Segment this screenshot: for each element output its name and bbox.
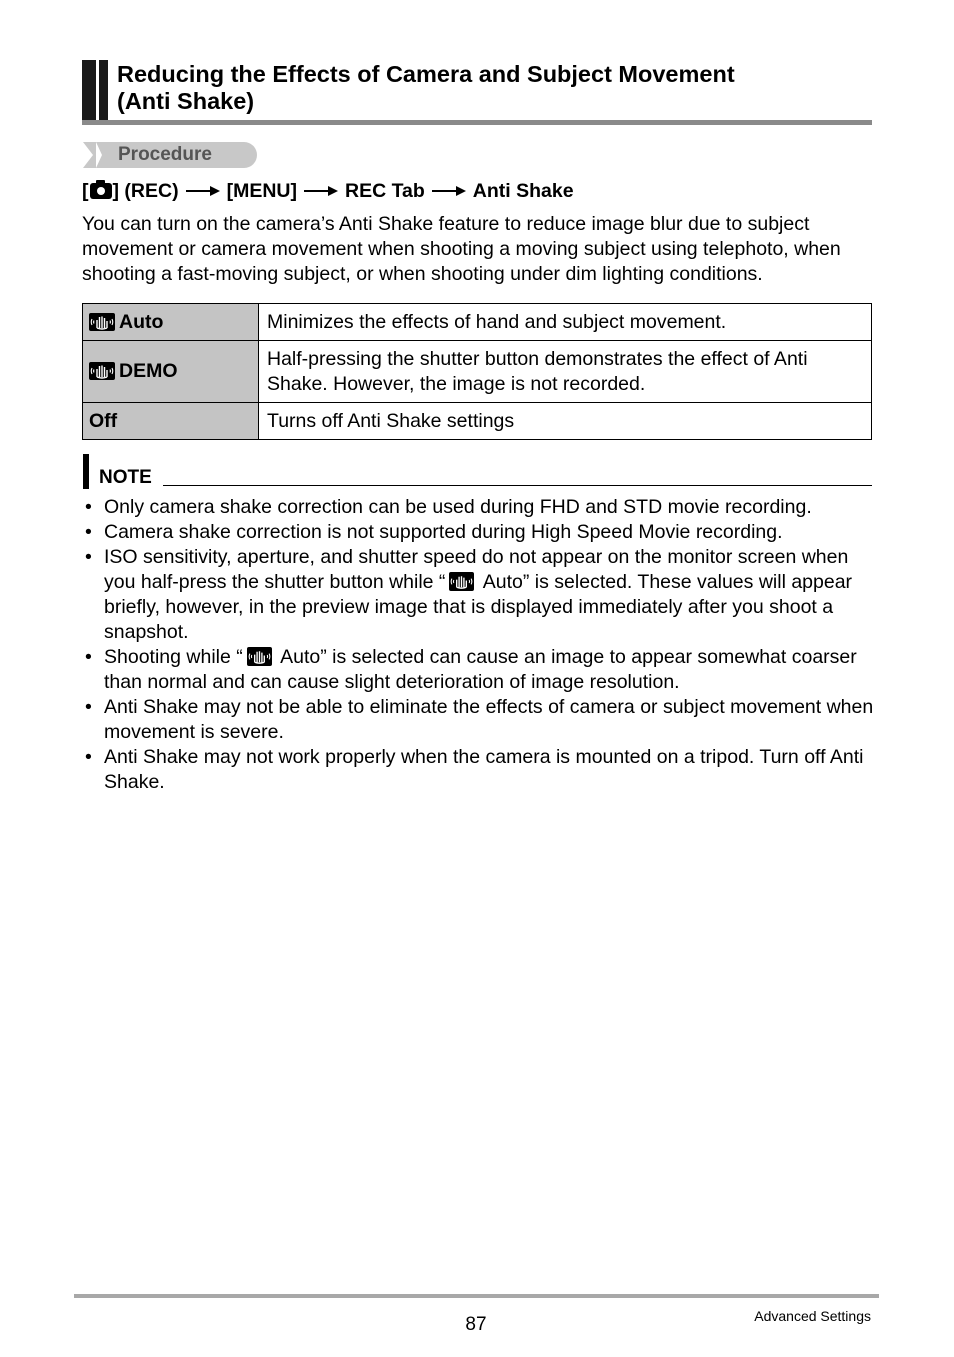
note-text-before: ISO sensitivity, aperture, and shutter speed do not appear on the monitor screen when you half-press the shutter button while “ (104, 546, 849, 593)
anti-shake-hand-icon (89, 313, 115, 331)
path-rec-tab: REC Tab (344, 179, 425, 202)
list-item (82, 545, 882, 645)
anti-shake-hand-icon (247, 647, 272, 666)
bullet: • (85, 646, 92, 668)
bullet: • (85, 521, 92, 543)
page-number: 87 (465, 1314, 487, 1335)
path-anti-shake: Anti Shake (472, 179, 574, 202)
option-cell (83, 341, 259, 403)
anti-shake-hand-icon (89, 362, 115, 380)
page-title (117, 61, 857, 115)
note-text: Anti Shake may not work properly when the camera is mounted on a tripod. Turn off Anti Shake. (104, 746, 864, 793)
note-text: Camera shake correction is not supported during High Speed Movie recording. (104, 521, 783, 543)
list-item (82, 495, 882, 520)
table-row (83, 403, 872, 440)
option-cell (83, 403, 259, 440)
bullet: • (85, 696, 92, 718)
option-cell (83, 304, 259, 341)
list-item (82, 645, 882, 695)
table-row (83, 341, 872, 403)
right-arrow-icon (186, 185, 220, 197)
footer-divider (74, 1294, 879, 1298)
note-text-after: Auto” is selected can cause an image to appear somewhat coarser than normal and can cause slight deterioration of image resolution. (104, 646, 857, 693)
list-item (82, 745, 882, 795)
title-divider (82, 120, 872, 125)
camera-icon (90, 183, 112, 199)
path-open-bracket: [ (82, 179, 89, 202)
path-menu: [MENU] (226, 179, 297, 202)
anti-shake-hand-icon (449, 572, 474, 591)
list-item (82, 695, 882, 745)
right-arrow-icon (432, 185, 466, 197)
note-divider (163, 485, 872, 486)
menu-path (82, 178, 574, 204)
note-label: NOTE (99, 467, 152, 488)
title-line-2: (Anti Shake) (117, 88, 255, 114)
title-decoration (82, 60, 110, 122)
list-item (82, 520, 882, 545)
section-name: Advanced Settings (754, 1308, 871, 1324)
note-text: Anti Shake may not be able to eliminate the effects of camera or subject movement when movement is severe. (104, 696, 874, 743)
intro-paragraph: You can turn on the camera’s Anti Shake feature to reduce image blur due to subject movement or camera movement when shooting a moving subject using telephoto, when shooting a fast-moving subject, or when shooting under dim lighting conditions. (82, 213, 841, 285)
right-arrow-icon (304, 185, 338, 197)
description-cell: Minimizes the effects of hand and subject movement. (259, 304, 872, 341)
note-text-before: Shooting while “ (104, 646, 243, 668)
title-line-1: Reducing the Effects of Camera and Subject Movement (117, 61, 735, 87)
option-label: DEMO (119, 360, 178, 382)
table-row (83, 304, 872, 341)
note-list (82, 495, 882, 795)
procedure-badge (83, 142, 257, 168)
option-label: Auto (119, 310, 164, 333)
bullet: • (85, 496, 92, 518)
path-rec: ] (REC) (112, 179, 179, 202)
bullet: • (85, 546, 92, 568)
description-cell: Half-pressing the shutter button demonstrates the effect of Anti Shake. However, the image is not recorded. (259, 341, 872, 403)
note-marker (83, 454, 89, 489)
procedure-label: Procedure (118, 144, 212, 165)
settings-table (82, 303, 872, 440)
description-cell: Turns off Anti Shake settings (259, 403, 872, 440)
bullet: • (85, 746, 92, 768)
option-label: Off (89, 409, 118, 432)
note-text-after: Auto” is selected. These values will appear briefly, however, in the preview image that is displayed immediately after you shoot a snapshot. (104, 571, 853, 643)
note-text: Only camera shake correction can be used during FHD and STD movie recording. (104, 496, 812, 518)
